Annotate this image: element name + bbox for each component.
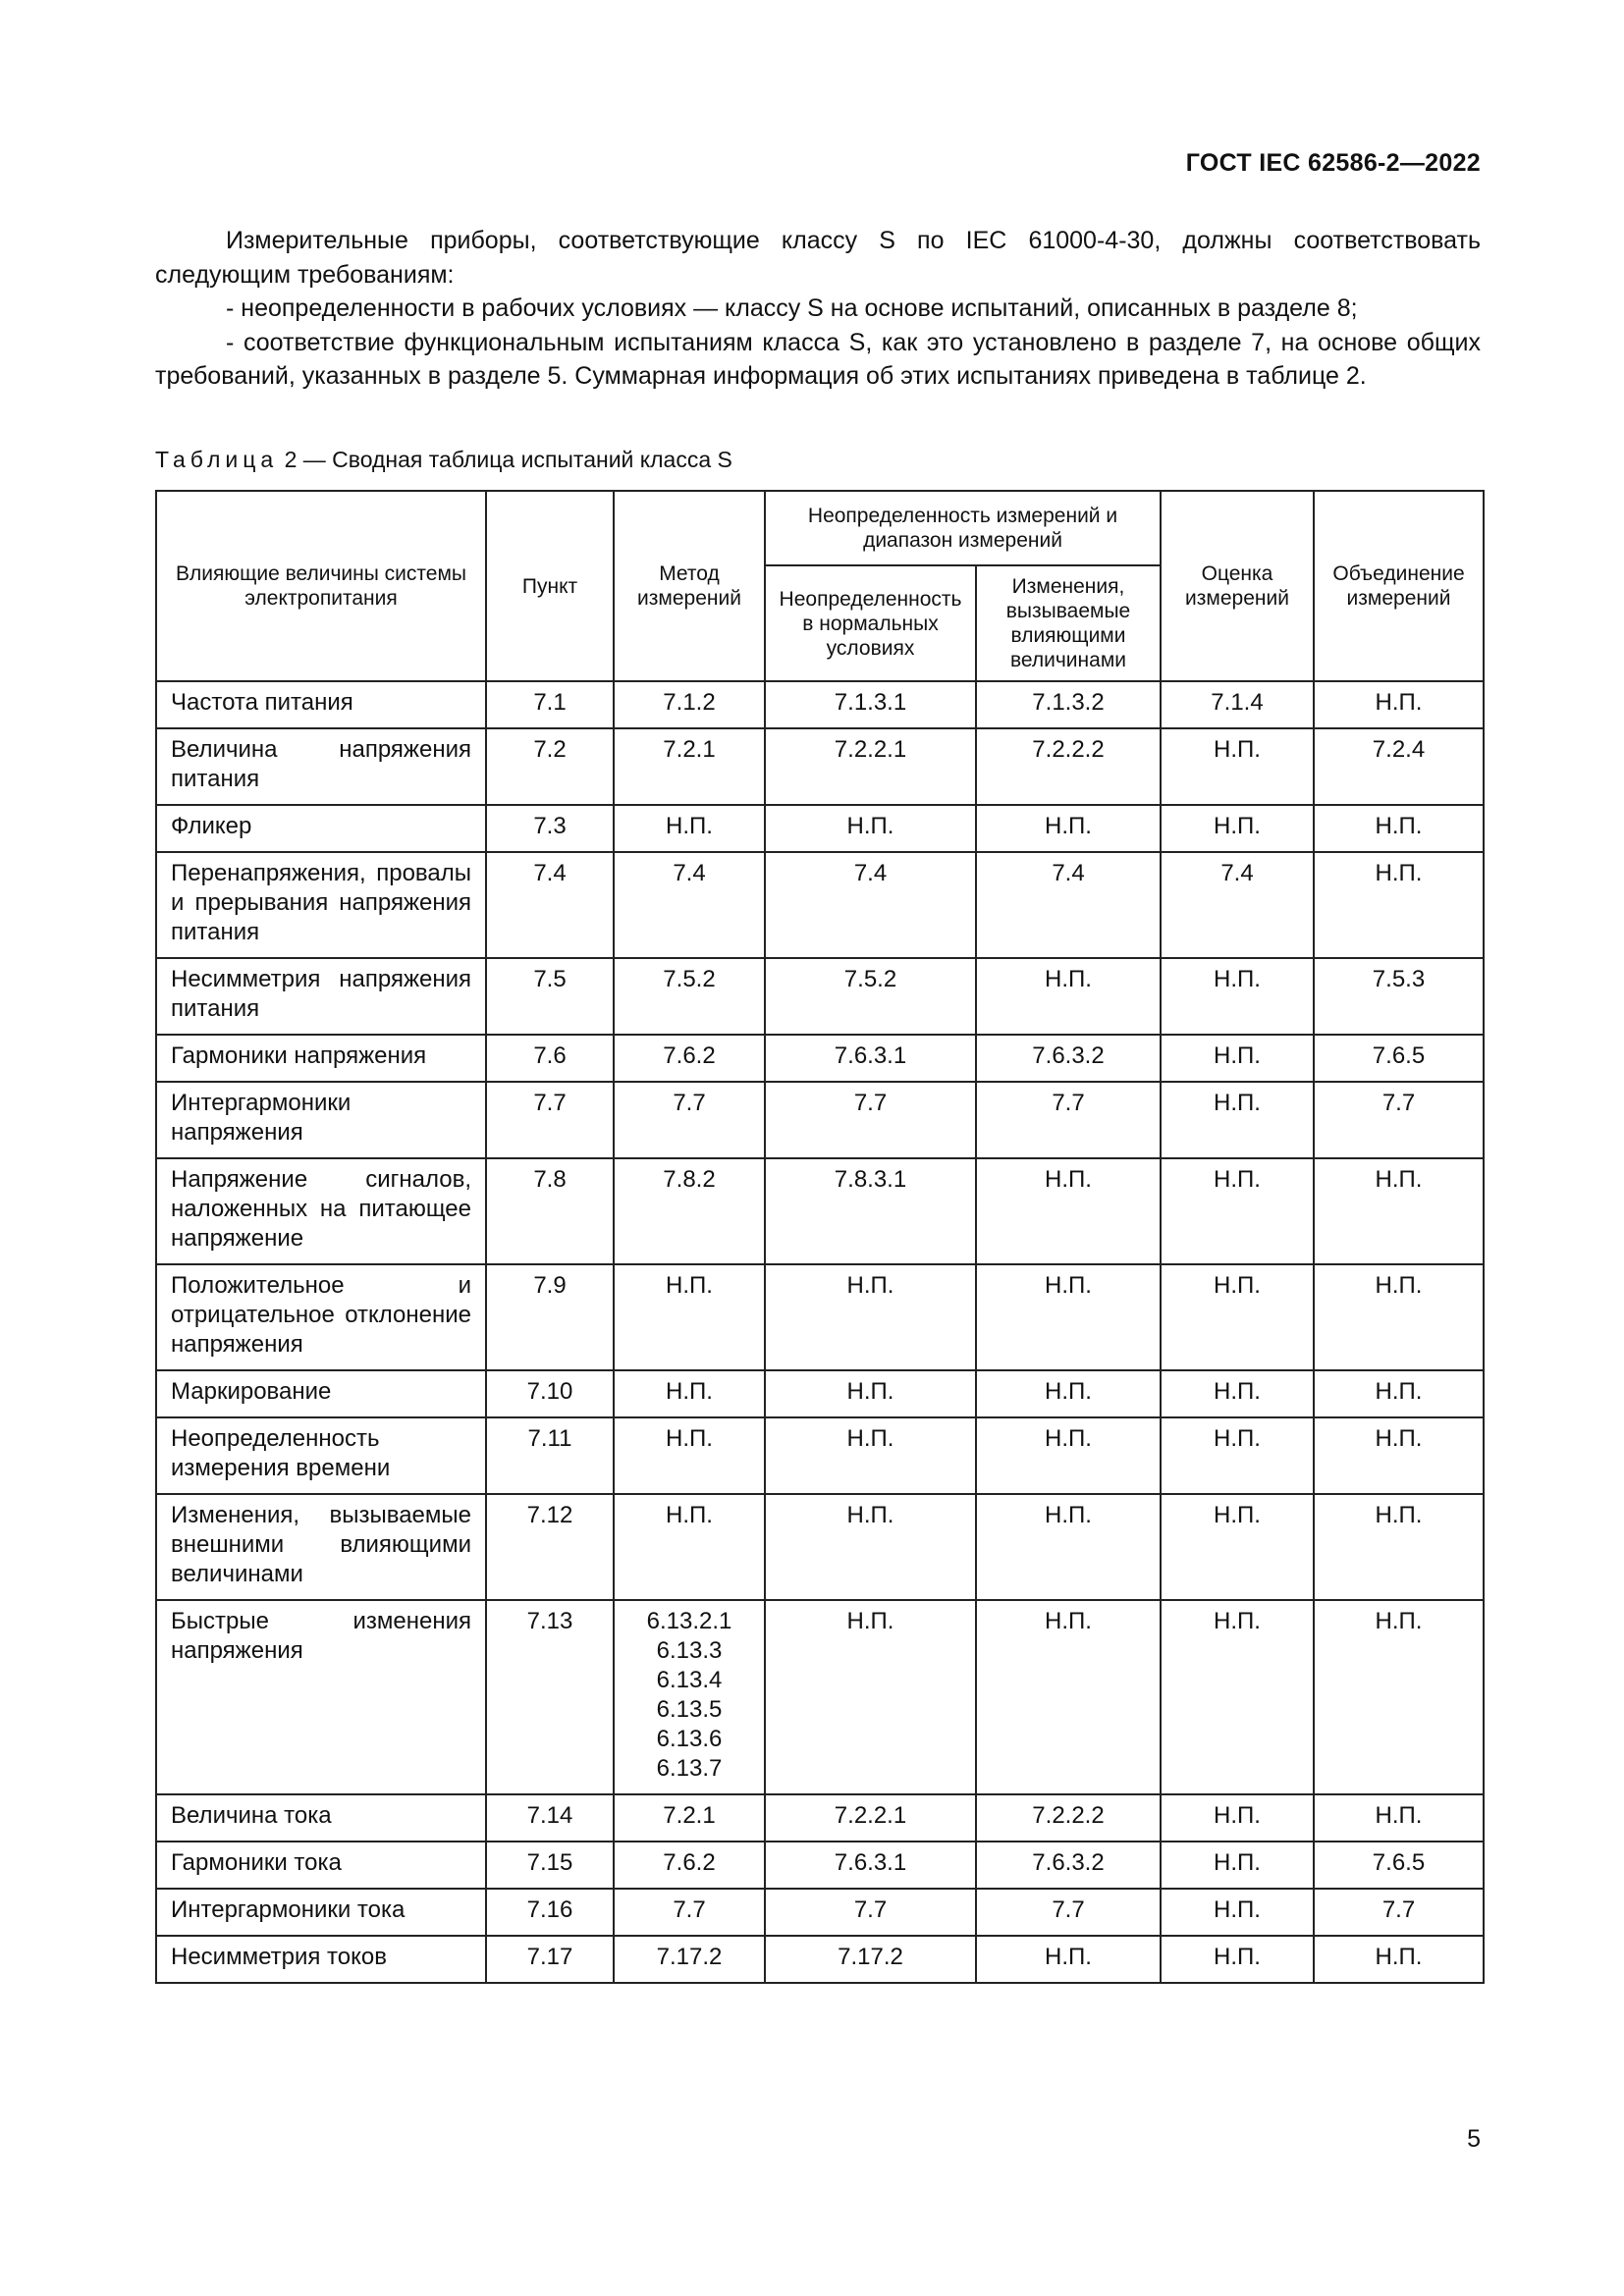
table-row bbox=[156, 1889, 1484, 1936]
table-row bbox=[156, 728, 1484, 805]
cell-aggregation: Н.П. bbox=[1314, 1264, 1484, 1370]
cell-method: 7.5.2 bbox=[614, 958, 765, 1035]
cell-normal: 7.4 bbox=[765, 852, 976, 958]
cell-assessment: 7.4 bbox=[1161, 852, 1314, 958]
cell-influence: Несимметрия токов bbox=[156, 1936, 486, 1983]
cell-aggregation: 7.6.5 bbox=[1314, 1842, 1484, 1889]
cell-clause: 7.17 bbox=[486, 1936, 614, 1983]
cell-variations: Н.П. bbox=[976, 1370, 1161, 1417]
cell-variations: 7.7 bbox=[976, 1082, 1161, 1158]
cell-influence: Несимметрия напряжения питания bbox=[156, 958, 486, 1035]
header-method: Метод измерений bbox=[614, 491, 765, 681]
cell-variations: 7.1.3.2 bbox=[976, 681, 1161, 728]
cell-influence: Изменения, вызываемые внешними влияющими величинами bbox=[156, 1494, 486, 1600]
cell-method: 7.8.2 bbox=[614, 1158, 765, 1264]
cell-normal: 7.17.2 bbox=[765, 1936, 976, 1983]
cell-assessment: Н.П. bbox=[1161, 958, 1314, 1035]
cell-assessment: Н.П. bbox=[1161, 1417, 1314, 1494]
cell-clause: 7.11 bbox=[486, 1417, 614, 1494]
cell-influence: Интергармоники тока bbox=[156, 1889, 486, 1936]
intro-paragraph-3: - соответствие функциональным испытаниям класса S, как это установлено в разделе 7, на основе общих требований, указанных в разделе 5. Суммарная информация об этих испытаниях приведена в таблице 2. bbox=[155, 328, 1481, 390]
cell-influence: Гармоники тока bbox=[156, 1842, 486, 1889]
cell-variations: Н.П. bbox=[976, 1936, 1161, 1983]
cell-variations: Н.П. bbox=[976, 1494, 1161, 1600]
cell-aggregation: Н.П. bbox=[1314, 1600, 1484, 1794]
cell-aggregation: 7.7 bbox=[1314, 1889, 1484, 1936]
cell-method: 7.6.2 bbox=[614, 1842, 765, 1889]
cell-influence: Частота питания bbox=[156, 681, 486, 728]
cell-method: Н.П. bbox=[614, 1494, 765, 1600]
cell-variations: 7.6.3.2 bbox=[976, 1842, 1161, 1889]
header-aggregation: Объединение измерений bbox=[1314, 491, 1484, 681]
cell-aggregation: Н.П. bbox=[1314, 805, 1484, 852]
cell-variations: Н.П. bbox=[976, 1600, 1161, 1794]
cell-method: 6.13.2.1 6.13.3 6.13.4 6.13.5 6.13.6 6.13.7 bbox=[614, 1600, 765, 1794]
cell-influence: Перенапряжения, провалы и прерывания напряжения питания bbox=[156, 852, 486, 958]
cell-variations: 7.4 bbox=[976, 852, 1161, 958]
cell-method: Н.П. bbox=[614, 1370, 765, 1417]
table-row bbox=[156, 1494, 1484, 1600]
table-row bbox=[156, 1794, 1484, 1842]
cell-aggregation: 7.7 bbox=[1314, 1082, 1484, 1158]
cell-aggregation: Н.П. bbox=[1314, 1417, 1484, 1494]
cell-method: 7.17.2 bbox=[614, 1936, 765, 1983]
cell-clause: 7.9 bbox=[486, 1264, 614, 1370]
cell-method: 7.7 bbox=[614, 1082, 765, 1158]
cell-normal: 7.5.2 bbox=[765, 958, 976, 1035]
cell-aggregation: Н.П. bbox=[1314, 681, 1484, 728]
page-number: 5 bbox=[1467, 2125, 1481, 2153]
header-uncertainty-group: Неопределенность измерений и диапазон измерений bbox=[765, 491, 1161, 565]
cell-method: Н.П. bbox=[614, 805, 765, 852]
cell-variations: Н.П. bbox=[976, 1264, 1161, 1370]
cell-normal: 7.6.3.1 bbox=[765, 1035, 976, 1082]
cell-clause: 7.12 bbox=[486, 1494, 614, 1600]
cell-normal: 7.7 bbox=[765, 1889, 976, 1936]
table-row bbox=[156, 1417, 1484, 1494]
cell-aggregation: Н.П. bbox=[1314, 1936, 1484, 1983]
cell-assessment: Н.П. bbox=[1161, 1600, 1314, 1794]
cell-normal: 7.2.2.1 bbox=[765, 728, 976, 805]
cell-variations: 7.7 bbox=[976, 1889, 1161, 1936]
cell-assessment: Н.П. bbox=[1161, 1158, 1314, 1264]
cell-normal: 7.7 bbox=[765, 1082, 976, 1158]
table-row bbox=[156, 958, 1484, 1035]
cell-assessment: 7.1.4 bbox=[1161, 681, 1314, 728]
cell-variations: 7.2.2.2 bbox=[976, 1794, 1161, 1842]
cell-influence: Маркирование bbox=[156, 1370, 486, 1417]
cell-assessment: Н.П. bbox=[1161, 1794, 1314, 1842]
cell-variations: 7.2.2.2 bbox=[976, 728, 1161, 805]
table-row bbox=[156, 1842, 1484, 1889]
cell-normal: Н.П. bbox=[765, 1370, 976, 1417]
cell-variations: Н.П. bbox=[976, 1158, 1161, 1264]
cell-clause: 7.5 bbox=[486, 958, 614, 1035]
cell-aggregation: Н.П. bbox=[1314, 1158, 1484, 1264]
table-row bbox=[156, 681, 1484, 728]
cell-clause: 7.1 bbox=[486, 681, 614, 728]
cell-influence: Гармоники напряжения bbox=[156, 1035, 486, 1082]
table-row bbox=[156, 1158, 1484, 1264]
table-caption-label: Таблица bbox=[155, 447, 279, 472]
cell-normal: 7.1.3.1 bbox=[765, 681, 976, 728]
cell-assessment: Н.П. bbox=[1161, 1494, 1314, 1600]
cell-assessment: Н.П. bbox=[1161, 1082, 1314, 1158]
intro-text bbox=[155, 224, 1481, 394]
cell-normal: Н.П. bbox=[765, 1264, 976, 1370]
cell-influence: Неопределенность измерения времени bbox=[156, 1417, 486, 1494]
cell-method: Н.П. bbox=[614, 1417, 765, 1494]
table-caption-text: 2 — Сводная таблица испытаний класса S bbox=[284, 447, 732, 472]
cell-assessment: Н.П. bbox=[1161, 1889, 1314, 1936]
cell-influence: Интергармоники напряжения bbox=[156, 1082, 486, 1158]
intro-paragraph-2: - неопределенности в рабочих условиях — классу S на основе испытаний, описанных в разделе 8; bbox=[226, 294, 1358, 322]
cell-method: 7.1.2 bbox=[614, 681, 765, 728]
cell-clause: 7.4 bbox=[486, 852, 614, 958]
table-row bbox=[156, 1600, 1484, 1794]
cell-clause: 7.8 bbox=[486, 1158, 614, 1264]
cell-variations: Н.П. bbox=[976, 958, 1161, 1035]
cell-assessment: Н.П. bbox=[1161, 1842, 1314, 1889]
cell-influence: Быстрые изменения напряжения bbox=[156, 1600, 486, 1794]
cell-clause: 7.10 bbox=[486, 1370, 614, 1417]
cell-method: Н.П. bbox=[614, 1264, 765, 1370]
cell-assessment: Н.П. bbox=[1161, 1264, 1314, 1370]
cell-aggregation: Н.П. bbox=[1314, 1494, 1484, 1600]
cell-clause: 7.13 bbox=[486, 1600, 614, 1794]
cell-influence: Фликер bbox=[156, 805, 486, 852]
cell-variations: Н.П. bbox=[976, 1417, 1161, 1494]
cell-influence: Положительное и отрицательное отклонение напряжения bbox=[156, 1264, 486, 1370]
table-row bbox=[156, 1936, 1484, 1983]
table-row bbox=[156, 1264, 1484, 1370]
cell-clause: 7.3 bbox=[486, 805, 614, 852]
table-row bbox=[156, 1082, 1484, 1158]
cell-normal: Н.П. bbox=[765, 805, 976, 852]
table-row bbox=[156, 805, 1484, 852]
cell-influence: Величина напряжения питания bbox=[156, 728, 486, 805]
cell-aggregation: 7.2.4 bbox=[1314, 728, 1484, 805]
cell-clause: 7.16 bbox=[486, 1889, 614, 1936]
cell-normal: Н.П. bbox=[765, 1494, 976, 1600]
cell-normal: 7.8.3.1 bbox=[765, 1158, 976, 1264]
header-normal-conditions: Неопределенность в нормальных условиях bbox=[765, 565, 976, 681]
cell-aggregation: 7.6.5 bbox=[1314, 1035, 1484, 1082]
cell-assessment: Н.П. bbox=[1161, 728, 1314, 805]
cell-influence: Напряжение сигналов, наложенных на питающее напряжение bbox=[156, 1158, 486, 1264]
cell-method: 7.6.2 bbox=[614, 1035, 765, 1082]
cell-method: 7.4 bbox=[614, 852, 765, 958]
cell-normal: Н.П. bbox=[765, 1600, 976, 1794]
cell-clause: 7.2 bbox=[486, 728, 614, 805]
cell-influence: Величина тока bbox=[156, 1794, 486, 1842]
cell-assessment: Н.П. bbox=[1161, 1370, 1314, 1417]
cell-variations: 7.6.3.2 bbox=[976, 1035, 1161, 1082]
cell-clause: 7.14 bbox=[486, 1794, 614, 1842]
intro-paragraph-1: Измерительные приборы, соответствующие классу S по IEC 61000-4-30, должны соответствовать следующим требованиям: bbox=[155, 227, 1481, 289]
cell-variations: Н.П. bbox=[976, 805, 1161, 852]
cell-normal: 7.6.3.1 bbox=[765, 1842, 976, 1889]
table-row bbox=[156, 852, 1484, 958]
cell-clause: 7.6 bbox=[486, 1035, 614, 1082]
cell-normal: Н.П. bbox=[765, 1417, 976, 1494]
cell-method: 7.2.1 bbox=[614, 728, 765, 805]
cell-method: 7.2.1 bbox=[614, 1794, 765, 1842]
cell-aggregation: Н.П. bbox=[1314, 1794, 1484, 1842]
header-variations: Изменения, вызываемые влияющими величинами bbox=[976, 565, 1161, 681]
cell-aggregation: 7.5.3 bbox=[1314, 958, 1484, 1035]
cell-aggregation: Н.П. bbox=[1314, 1370, 1484, 1417]
cell-method: 7.7 bbox=[614, 1889, 765, 1936]
cell-assessment: Н.П. bbox=[1161, 1035, 1314, 1082]
cell-assessment: Н.П. bbox=[1161, 1936, 1314, 1983]
table-row bbox=[156, 1035, 1484, 1082]
table-row bbox=[156, 1370, 1484, 1417]
table-body bbox=[156, 681, 1484, 1983]
header-influence: Влияющие величины системы электропитания bbox=[156, 491, 486, 681]
table-caption bbox=[155, 447, 732, 473]
header-clause: Пункт bbox=[486, 491, 614, 681]
document-id: ГОСТ IEC 62586-2—2022 bbox=[1185, 149, 1481, 177]
cell-assessment: Н.П. bbox=[1161, 805, 1314, 852]
summary-table bbox=[155, 490, 1485, 1984]
cell-clause: 7.7 bbox=[486, 1082, 614, 1158]
cell-clause: 7.15 bbox=[486, 1842, 614, 1889]
header-assessment: Оценка измерений bbox=[1161, 491, 1314, 681]
cell-normal: 7.2.2.1 bbox=[765, 1794, 976, 1842]
cell-aggregation: Н.П. bbox=[1314, 852, 1484, 958]
